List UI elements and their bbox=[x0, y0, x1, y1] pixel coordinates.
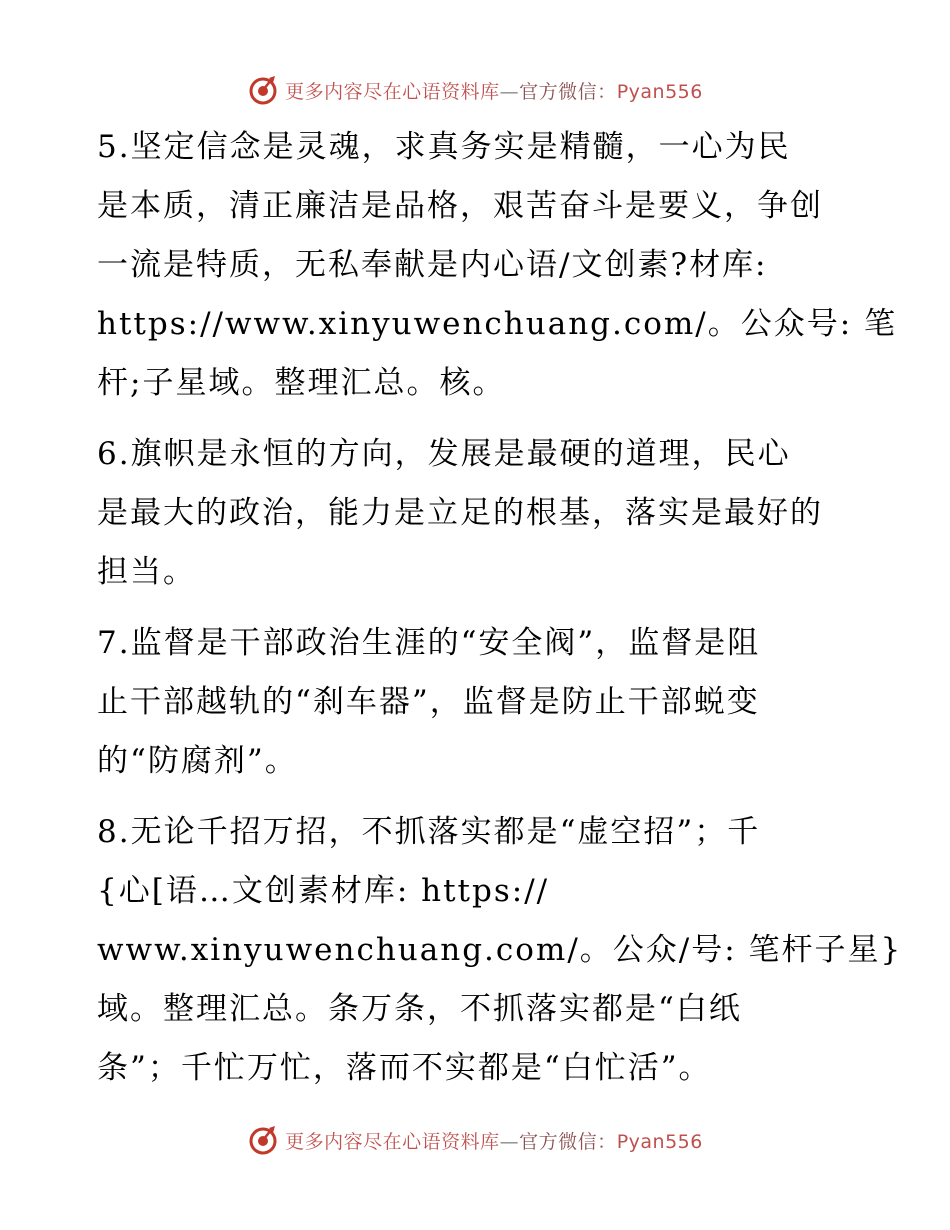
banner-separator: — bbox=[499, 80, 520, 103]
text-line: 是本质，清正廉洁是品格，艰苦奋斗是要义，争创 bbox=[97, 188, 823, 224]
header-banner bbox=[0, 70, 950, 110]
document-body bbox=[97, 118, 903, 1110]
text-line: {心[语…文创素材库: https:// bbox=[97, 873, 550, 909]
text-line: 条”；千忙万忙，落而不实都是“白忙活”。 bbox=[97, 1050, 712, 1086]
text-line: 的“防腐剂”。 bbox=[97, 743, 298, 779]
text-line: 5.坚定信念是灵魂，求真务实是精髓，一心为民 bbox=[97, 129, 791, 165]
paragraph-8 bbox=[97, 803, 903, 1098]
banner-wechat-label: 官方微信： bbox=[519, 80, 617, 103]
text-line: 止干部越轨的“刹车器”，监督是防止干部蜕变 bbox=[97, 684, 760, 720]
text-line: 一流是特质，无私奉献是内心语/文创素?材库: bbox=[97, 247, 768, 283]
banner-text bbox=[285, 77, 703, 104]
text-line: www.xinyuwenchuang.com/。公众/号: 笔杆子星} bbox=[97, 932, 903, 968]
banner-separator: — bbox=[499, 1130, 520, 1153]
text-line: 担当。 bbox=[97, 554, 196, 590]
text-line: 是最大的政治，能力是立足的根基，落实是最好的 bbox=[97, 495, 823, 531]
text-line: https://www.xinyuwenchuang.com/。公众号: 笔 bbox=[97, 306, 898, 342]
paragraph-7 bbox=[97, 614, 857, 791]
banner-text bbox=[285, 1127, 703, 1154]
paragraph-5 bbox=[97, 118, 898, 413]
banner-main-text: 更多内容尽在心语资料库 bbox=[285, 1130, 500, 1153]
text-line: 域。整理汇总。条万条，不抓落实都是“白纸 bbox=[97, 991, 742, 1027]
banner-wechat-account: Pyan556 bbox=[616, 1130, 703, 1153]
banner-wechat-account: Pyan556 bbox=[616, 80, 703, 103]
text-line: 杆;子星域。整理汇总。核。 bbox=[97, 365, 506, 401]
brand-logo-icon bbox=[247, 1124, 279, 1156]
banner-wechat-label: 官方微信： bbox=[519, 1130, 617, 1153]
footer-banner bbox=[0, 1120, 950, 1160]
brand-logo-icon bbox=[247, 74, 279, 106]
paragraph-6 bbox=[97, 425, 857, 602]
text-line: 6.旗帜是永恒的方向，发展是最硬的道理，民心 bbox=[97, 436, 791, 472]
banner-main-text: 更多内容尽在心语资料库 bbox=[285, 80, 500, 103]
text-line: 8.无论千招万招，不抓落实都是“虚空招”；千 bbox=[97, 814, 761, 850]
text-line: 7.监督是干部政治生涯的“安全阀”，监督是阻 bbox=[97, 625, 761, 661]
